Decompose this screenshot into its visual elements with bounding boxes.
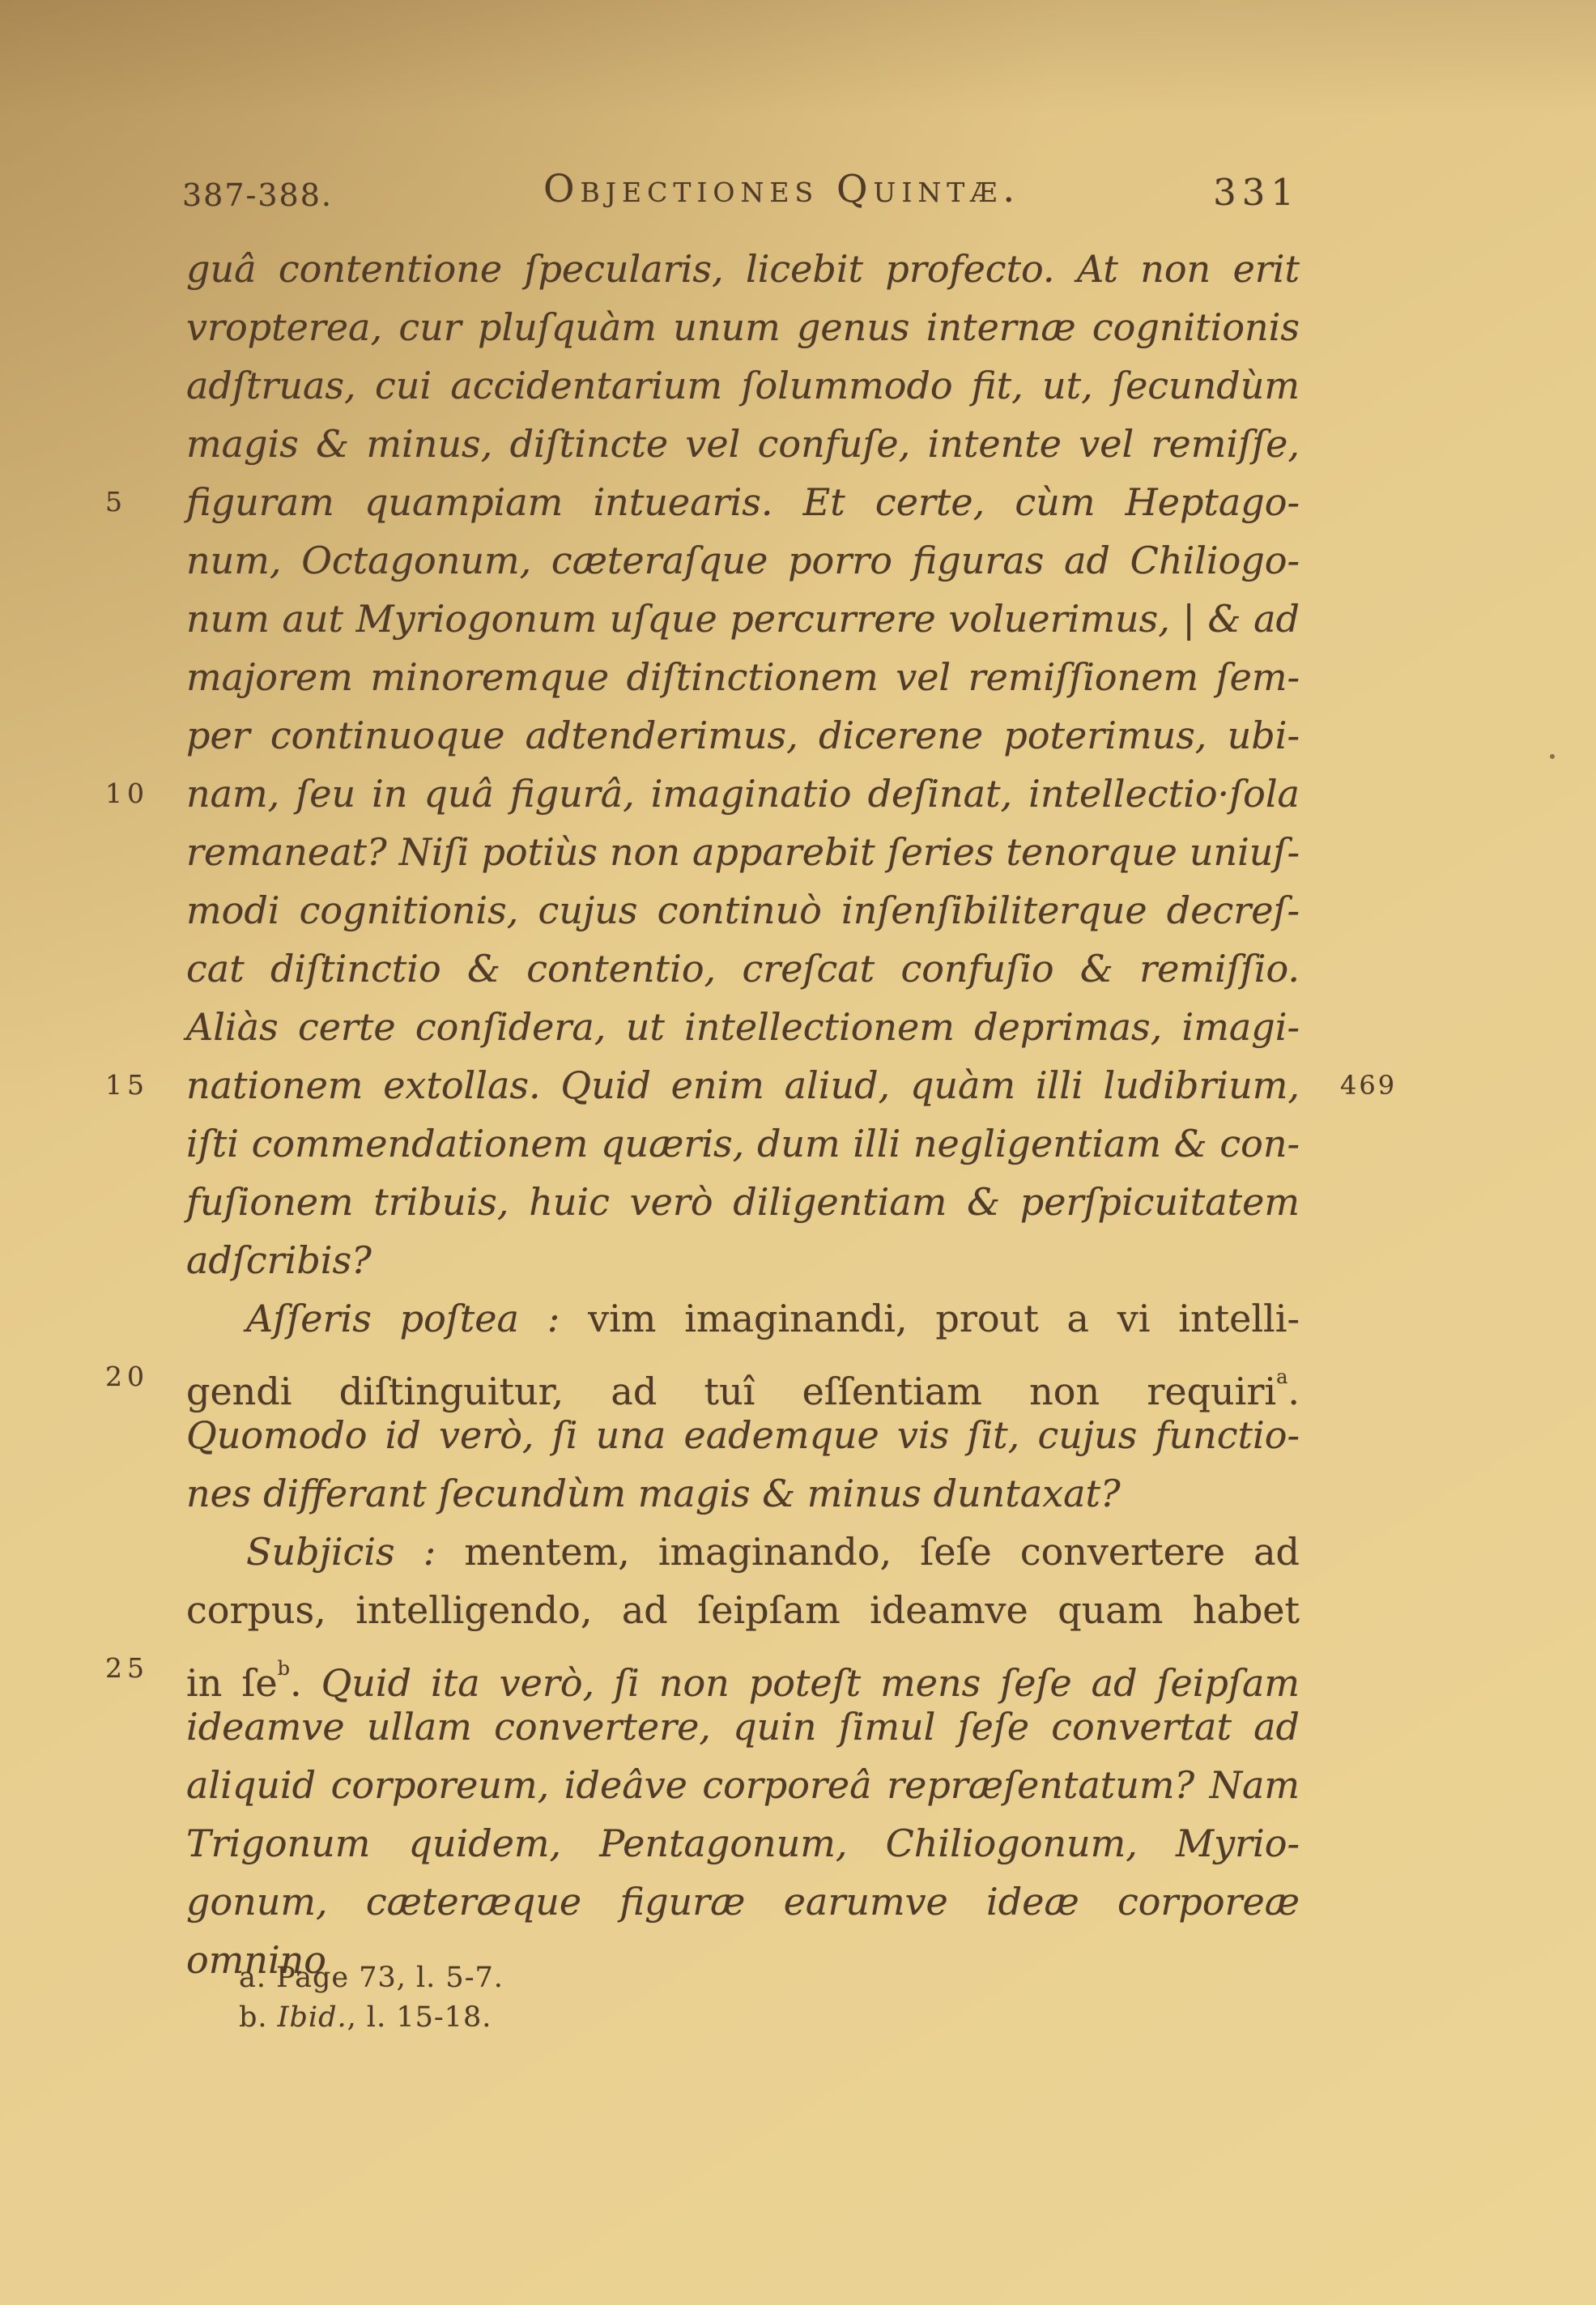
margin-line-number: 5 (105, 486, 127, 518)
text-line (186, 1114, 1300, 1173)
text-segment: nes differant ſecundùm magis & minus duntaxat? (186, 1472, 1121, 1515)
footnote-line (239, 1958, 504, 1998)
text-segment: mentem, imaginando, ſeſe convertere ad (436, 1530, 1300, 1574)
text-line (186, 706, 1300, 765)
paper-speck (1550, 754, 1555, 759)
text-line (186, 648, 1300, 706)
text-segment: . (1287, 1370, 1300, 1413)
text-line (186, 356, 1300, 415)
text-segment: fuſionem tribuis, huic verò diligentiam & perſpicuitatem (186, 1180, 1300, 1224)
text-segment: , l. 15-18. (347, 2001, 492, 2034)
text-segment: iſti commendationem quæris, dum illi negligentiam & con- (186, 1122, 1300, 1165)
text-line (186, 881, 1300, 939)
text-segment: adſtruas, cui accidentarium ſolummodo fit, ut, ſecundùm (186, 364, 1300, 407)
text-line (186, 939, 1300, 998)
text-line (186, 1523, 1300, 1581)
text-segment: vropterea, cur pluſquàm unum genus internæ cognitionis (186, 305, 1300, 349)
text-line (186, 1756, 1300, 1814)
footnote-reference-mark: a (1276, 1366, 1288, 1388)
text-segment: b. (239, 2001, 278, 2034)
footnote-line (239, 1998, 504, 2038)
running-header (182, 167, 1300, 220)
text-segment: gendi diſtinguitur, ad tuî eſſentiam non requiri (186, 1370, 1277, 1413)
text-line (186, 1464, 1300, 1523)
text-line (105, 1639, 1300, 1705)
text-line (105, 473, 1300, 531)
text-segment: Quid ita verò, ſi non poteſt mens ſeſe ad ſeipſam (321, 1661, 1300, 1705)
text-segment: a. Page 73, l. 5-7. (239, 1962, 504, 1994)
text-segment: in ſe (186, 1661, 278, 1705)
text-line (105, 1348, 1300, 1413)
text-segment: majorem minoremque diſtinctionem vel remiſſionem ſem- (186, 655, 1300, 699)
text-segment: Trigonum quidem, Pentagonum, Chiliogonum, Myrio- (186, 1821, 1300, 1865)
header-folio-numbers: 387-388. (182, 177, 333, 213)
text-segment: Aſſeris poſtea : (246, 1297, 560, 1340)
text-line (186, 1698, 1300, 1756)
text-line (186, 1289, 1300, 1348)
text-line (186, 1173, 1300, 1231)
text-line (105, 765, 1300, 823)
text-line (186, 298, 1300, 356)
text-segment: modi cognitionis, cujus continuò inſenſibiliterque decreſ- (186, 888, 1300, 932)
text-segment: . (289, 1661, 321, 1705)
text-line (186, 1231, 1300, 1289)
text-segment: adſcribis? (186, 1238, 372, 1282)
text-line (186, 415, 1300, 473)
text-segment: ideamve ullam convertere, quin ſimul ſeſe convertat ad (186, 1705, 1300, 1749)
text-segment: Quomodo id verò, ſi una eademque vis ſit, cujus functio- (186, 1413, 1300, 1457)
text-segment: aliquid corporeum, ideâve corporeâ repræſentatum? Nam (186, 1763, 1300, 1807)
text-segment: Subjicis : (246, 1530, 436, 1574)
text-segment: num, Octagonum, cæteraſque porro figuras ad Chiliogo- (186, 539, 1300, 582)
text-line (186, 1406, 1300, 1464)
text-line (186, 823, 1300, 881)
text-line (186, 1814, 1300, 1873)
header-page-number: 331 (1213, 171, 1300, 214)
text-segment: gonum, cæteræque figuræ earumve ideæ corporeæ omnino (186, 1880, 1300, 1982)
text-line (105, 1056, 1398, 1114)
text-line (186, 531, 1300, 590)
text-segment: magis & minus, diſtincte vel confuſe, intente vel remiſſe, (186, 422, 1300, 466)
text-line (186, 590, 1300, 648)
text-segment: cat diſtinctio & contentio, creſcat confuſio & remiſſio. (186, 947, 1300, 991)
text-segment: remaneat? Niſi potiùs non apparebit ſeries tenorque uniuſ- (186, 830, 1300, 874)
text-segment: nam, ſeu in quâ figurâ, imaginatio deſinat, intellectio·ſola (186, 772, 1300, 816)
text-line (186, 1581, 1300, 1639)
text-segment: nationem extollas. Quid enim aliud, quàm illi ludibrium, (186, 1063, 1300, 1107)
margin-edition-page-number: 469 (1340, 1070, 1398, 1101)
text-line (186, 998, 1300, 1056)
text-segment: figuram quampiam intuearis. Et certe, cùm Heptago- (186, 480, 1300, 524)
margin-line-number: 10 (105, 778, 149, 809)
text-segment: corpus, intelligendo, ad ſeipſam ideamve quam habet (186, 1588, 1300, 1632)
header-running-title: Objectiones Quintæ. (543, 167, 1021, 211)
text-segment: guâ contentione ſpecularis, licebit profecto. At non erit (186, 247, 1300, 291)
margin-line-number: 20 (105, 1361, 149, 1392)
margin-line-number: 25 (105, 1652, 149, 1684)
text-line (186, 240, 1300, 298)
text-segment: Aliàs certe conſidera, ut intellectionem deprimas, imagi- (186, 1005, 1300, 1049)
text-segment: num aut Myriogonum uſque percurrere voluerimus, | & ad (186, 597, 1300, 641)
margin-line-number: 15 (105, 1069, 149, 1101)
footnotes-block (239, 1958, 504, 2038)
text-segment: Ibid. (277, 2001, 347, 2034)
footnote-reference-mark: b (277, 1657, 290, 1680)
text-segment: per continuoque adtenderimus, dicerene poterimus, ubi- (186, 714, 1300, 757)
text-segment: vim imaginandi, prout a vi intelli- (560, 1297, 1300, 1340)
